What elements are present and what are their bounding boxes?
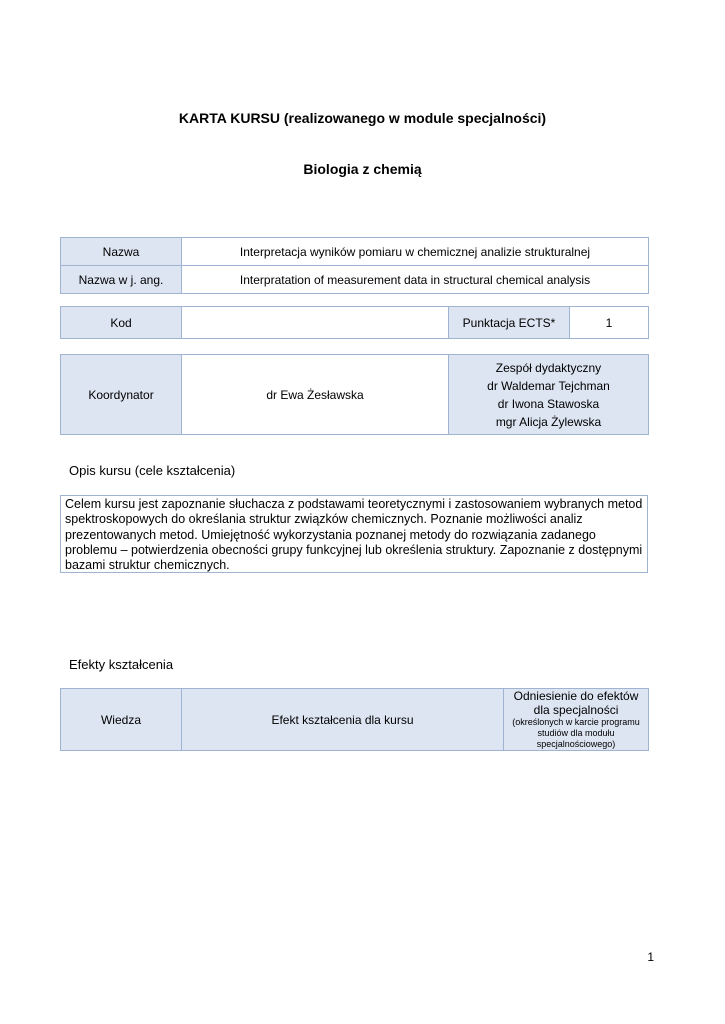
code-label: Kod xyxy=(61,307,182,339)
coordinator-label: Koordynator xyxy=(61,355,182,435)
ects-value: 1 xyxy=(570,307,649,339)
name-value: Interpretacja wyników pomiaru w chemicznej analizie strukturalnej xyxy=(182,238,649,266)
name-label: Nazwa xyxy=(61,238,182,266)
name-en-label: Nazwa w j. ang. xyxy=(61,266,182,294)
coordinator-table xyxy=(60,354,649,435)
team-label: Zespół dydaktyczny xyxy=(495,360,602,375)
name-en-value: Interpratation of measurement data in structural chemical analysis xyxy=(182,266,649,294)
code-table xyxy=(60,306,649,339)
reference-note: (określonych w karcie programu studiów dla modułu specjalnościowego) xyxy=(512,717,640,749)
outcomes-heading: Efekty kształcenia xyxy=(69,657,174,672)
team-member: dr Iwona Stawoska xyxy=(497,396,600,411)
description-text: Celem kursu jest zapoznanie słuchacza z podstawami teoretycznymi i zastosowaniem wybranych metod spektroskopowych do określania struktur związków chemicznych. Poznanie możliwości analiz prezentowanych metod. Umiejętność wykorzystania poznanej metody do rozwiązania zadanego problemu – potwierdzenia obecności grupy funkcyjnej lub określenia struktury. Zapoznanie z dostępnymi bazami struktur chemicznych. xyxy=(60,495,648,573)
coordinator-value: dr Ewa Żesławska xyxy=(182,355,449,435)
course-subtitle: Biologia z chemią xyxy=(303,161,422,177)
teaching-team xyxy=(449,355,649,435)
outcomes-col-knowledge: Wiedza xyxy=(61,689,182,751)
page-number: 1 xyxy=(647,950,654,964)
outcomes-table xyxy=(60,688,649,751)
outcomes-col-reference xyxy=(504,689,649,751)
ects-label: Punktacja ECTS* xyxy=(449,307,570,339)
page-title: KARTA KURSU (realizowanego w module specjalności) xyxy=(178,110,547,126)
team-member: dr Waldemar Tejchman xyxy=(487,378,610,393)
description-heading: Opis kursu (cele kształcenia) xyxy=(69,463,236,478)
team-member: mgr Alicja Żylewska xyxy=(495,414,602,429)
code-value xyxy=(182,307,449,339)
outcomes-col-effect: Efekt kształcenia dla kursu xyxy=(182,689,504,751)
course-name-table xyxy=(60,237,649,294)
reference-main: Odniesienie do efektów dla specjalności xyxy=(513,689,639,717)
